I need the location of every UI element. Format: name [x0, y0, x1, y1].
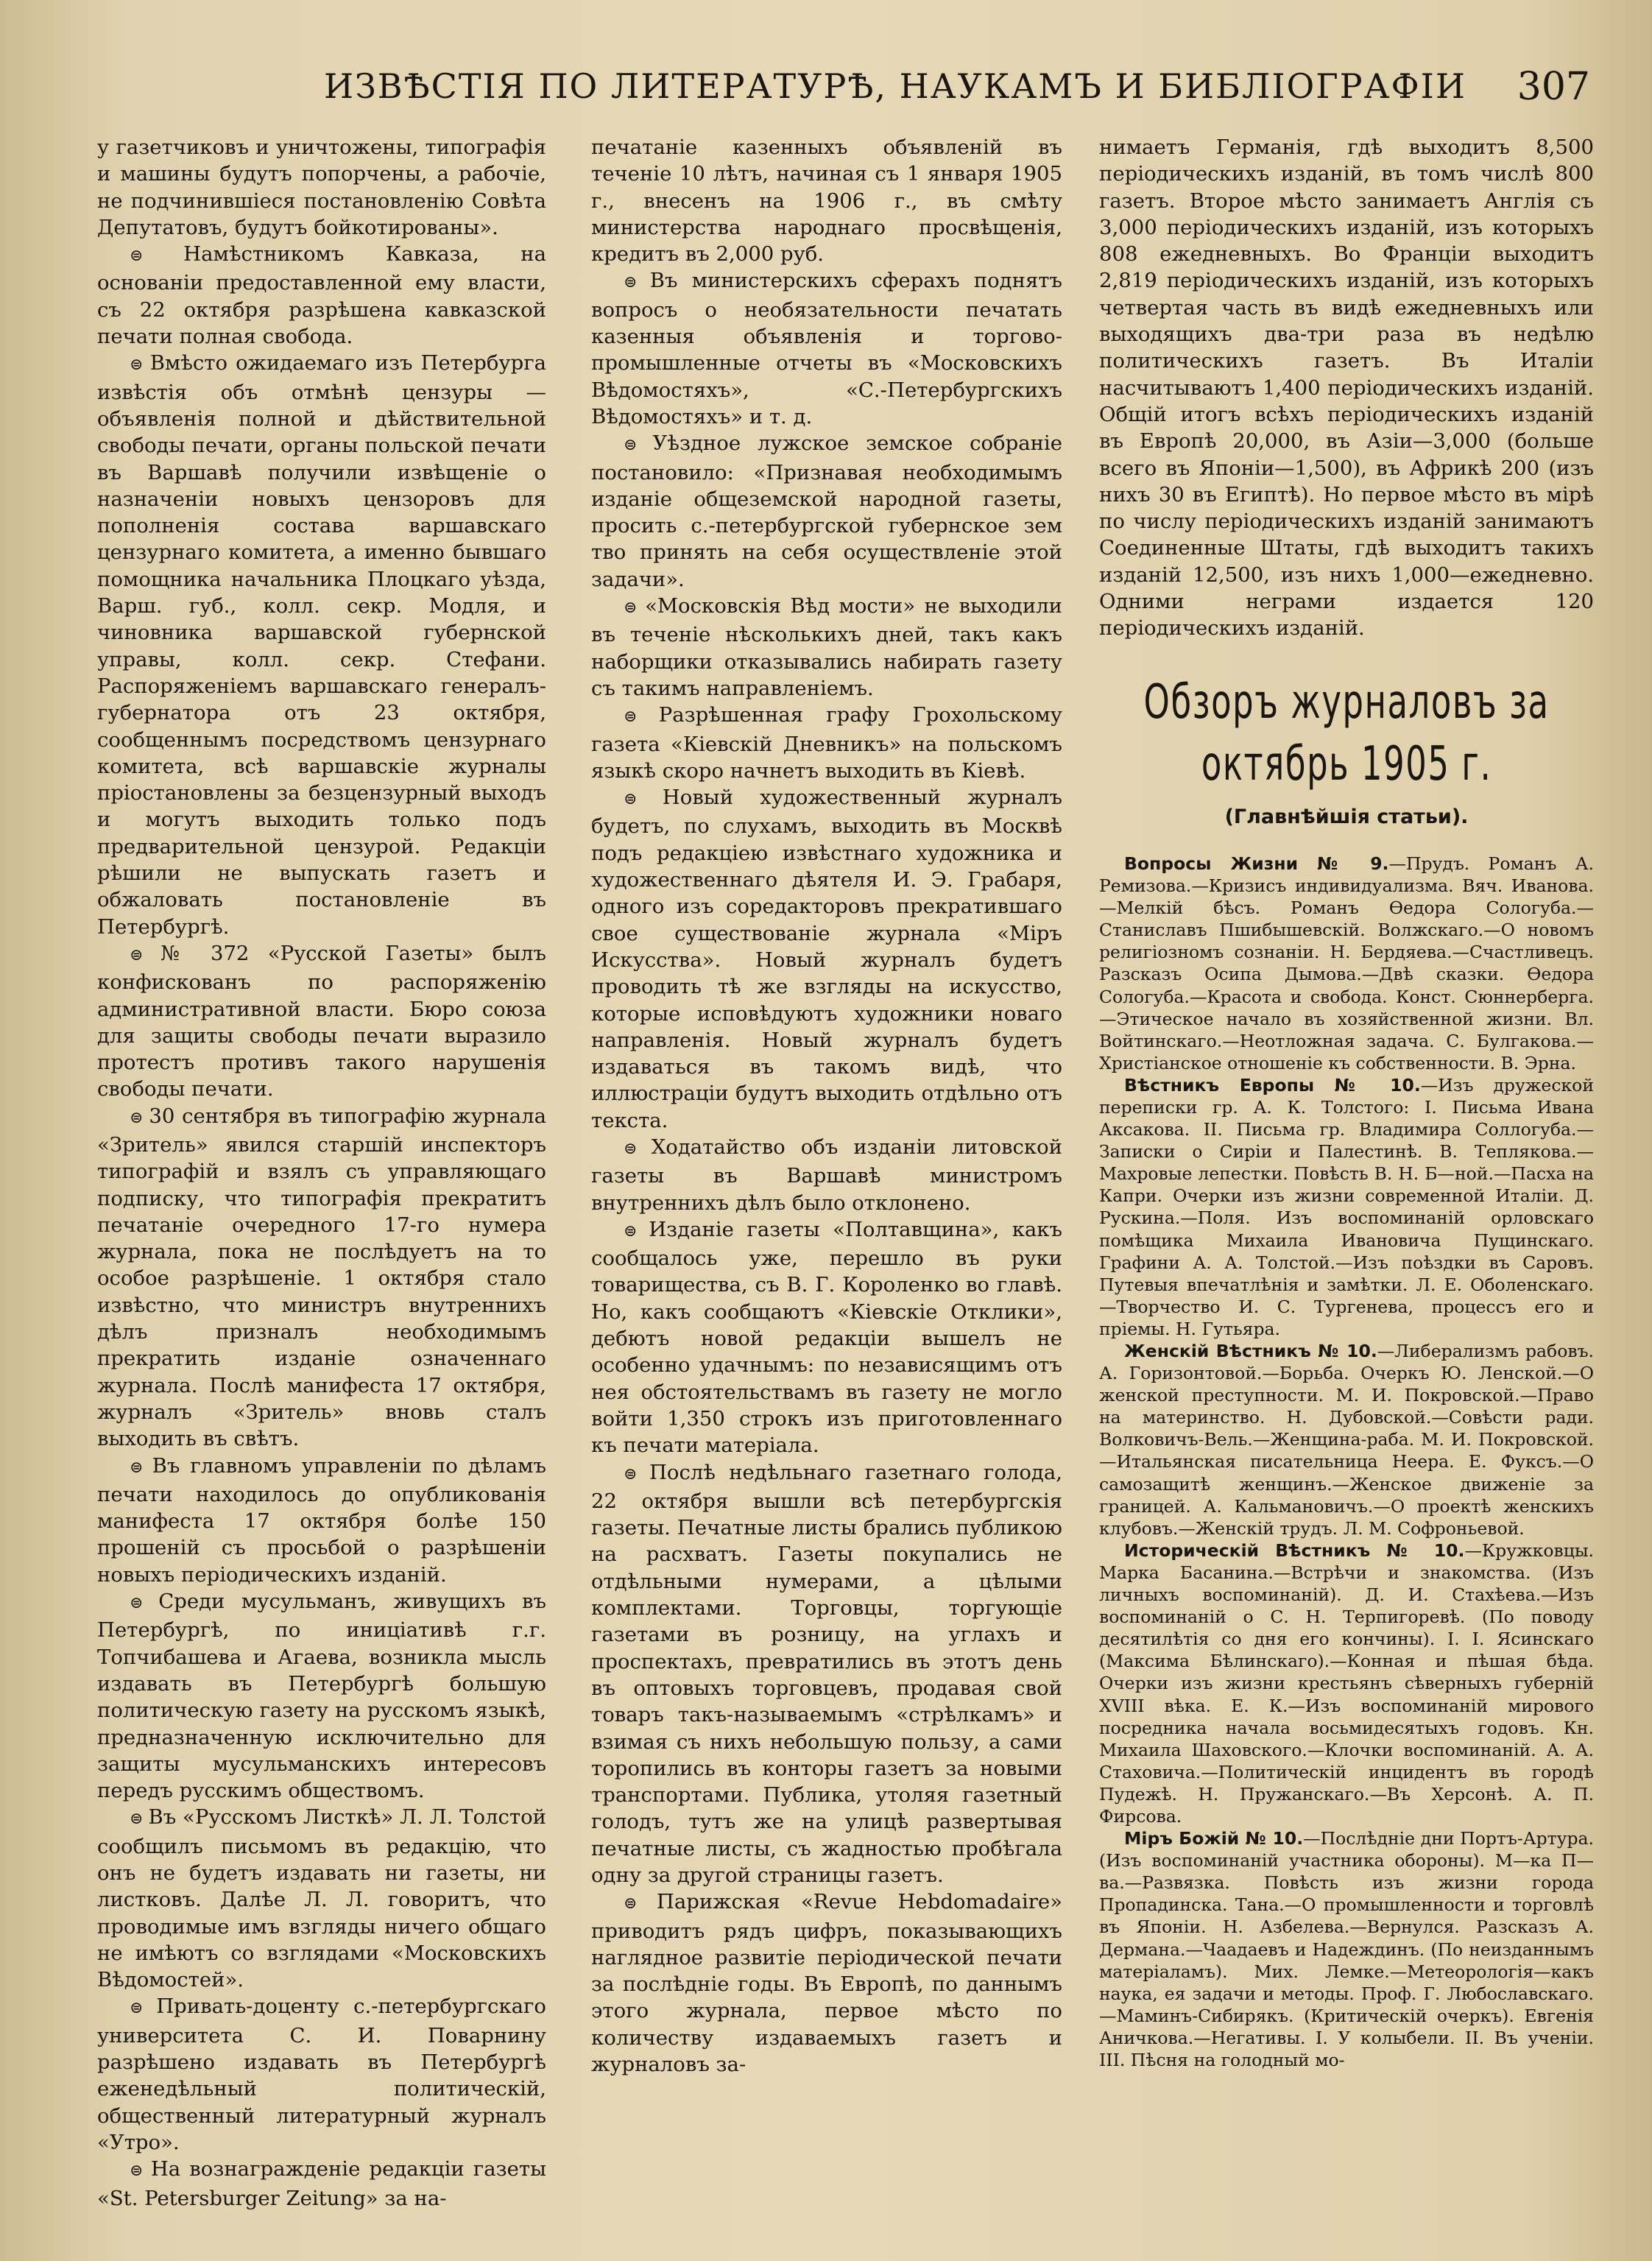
journal-name: Міръ Божій № 10.	[1124, 1828, 1304, 1849]
item-marker-icon: ⊜	[624, 599, 646, 618]
item-marker-icon: ⊜	[130, 2162, 151, 2181]
item-marker-icon: ⊜	[624, 708, 659, 727]
item-marker-icon: ⊜	[624, 1464, 649, 1484]
news-item: ⊜ Привать-доценту с.-петербургскаго университета С. И. Поварнину разрѣшено издавать въ Петербургѣ еженедѣльный политическій, общественный литературный журналъ «Утро».	[97, 1994, 546, 2154]
review-entry	[1099, 853, 1594, 1074]
news-item: ⊜ Парижская «Revue Hebdomadaire» приводитъ рядъ цифръ, показывающихъ наглядное развитіе періодической печати за послѣдніе годы. Въ Европѣ, по даннымъ этого журнала, первое мѣсто по количеству издаваемыхъ газетъ и журналовъ за-	[591, 1890, 1062, 2077]
journal-contents: —Изъ дружеской переписки гр. А. К. Толстого: I. Письма Ивана Аксакова. II. Письма гр. Владимира Соллогуба.—Записки о Сиріи и Палестинѣ. В. Теплякова.—Махровые лепестки. Повѣсть В. Н. Б—ной.—Пасха на Капри. Очерки изъ жизни современной Италіи. Д. Рускина.—Поля. Изъ воспоминаній орловскаго помѣщика Михаила Ивановича Пущинскаго. Графини А. А. Толстой.—Изъ поѣздки въ Саровъ. Путевыя впечатлѣнія и замѣтки. Л. Е. Оболенскаго.—Творчество И. С. Тургенева, процессъ его и пріемы. Н. Гутьяра.	[1099, 1074, 1594, 1339]
journal-contents: —Либерализмъ рабовъ. А. Горизонтовой.—Борьба. Очеркъ Ю. Ленской.—О женской преступности. М. И. Покровской.—Право на материнство. Н. Дубовской.—Совѣсти ради. Волковичъ-Вель.—Женщина-раба. М. И. Покровской.—Итальянская писательница Неера. Е. Фуксъ.—О самозащитѣ женщинъ.—Женское движеніе за границей. А. Кальмановичъ.—О проектѣ женскихъ клубовъ.—Женскій трудъ. Л. М. Софроньевой.	[1099, 1341, 1594, 1539]
running-header	[280, 60, 1590, 112]
review-entries	[1099, 853, 1594, 2071]
column-middle	[591, 134, 1062, 2254]
review-heading: Обзоръ журналовъ за октябрь 1905 г.	[1143, 674, 1550, 791]
item-marker-icon: ⊜	[130, 1810, 149, 1829]
news-item: ⊜ Изданіе газеты «Полтавщина», какъ сообщалось уже, перешло въ руки товарищества, съ В. Г. Короленко во главѣ. Но, какъ сообщаютъ «Кіевскіе Отклики», дебютъ новой редакціи вышелъ не особенно удачнымъ: по независящимъ отъ нея обстоятельствамъ въ газету не могло войти 1,350 строкъ изъ приготовленнаго къ печати матеріала.	[591, 1217, 1062, 1458]
item-marker-icon: ⊜	[130, 1108, 149, 1127]
journal-name: Вопросы Жизни № 9.	[1124, 853, 1389, 874]
item-marker-icon: ⊜	[624, 436, 653, 455]
item-marker-icon: ⊜	[130, 1594, 159, 1613]
page-number: 307	[1517, 65, 1590, 109]
item-marker-icon: ⊜	[130, 945, 161, 964]
news-item: ⊜ Ходатайство объ изданіи литовской газеты въ Варшавѣ министромъ внутреннихъ дѣлъ было отклонено.	[591, 1135, 1062, 1215]
column-right	[1099, 134, 1594, 2254]
column-left	[97, 134, 546, 2254]
journal-name: Вѣстникъ Европы № 10.	[1124, 1074, 1421, 1096]
item-marker-icon: ⊜	[130, 1458, 152, 1477]
news-item: ⊜ «Московскія Вѣд мости» не выходили въ теченіе нѣсколькихъ дней, такъ какъ наборщики отказывались набирать газету съ такимъ направленіемъ.	[591, 594, 1062, 700]
news-item: ⊜ Вмѣсто ожидаемаго изъ Петербурга извѣстія объ отмѣнѣ цензуры —объявленія полной и дѣйствительной свободы печати, органы польской печати въ Варшавѣ получили извѣщеніе о назначеніи новыхъ цензоровъ для пополненія состава варшавскаго цензурнаго комитета, а именно бывшаго помощника начальника Плоцкаго уѣзда, Варш. губ., колл. секр. Модля, и чиновника варшавской губернской управы, колл. секр. Стефани. Распоряженіемъ варшавскаго генералъ-губернатора отъ 23 октября, сообщеннымъ посредствомъ цензурнаго комитета, всѣ варшавскіе журналы пріостановлены за безцензурный выходъ и могутъ выходить только подъ предварительной цензурой. Редакціи рѣшили не выпускать газетъ и обжаловать постановленіе въ Петербургѣ.	[97, 351, 546, 939]
statistics-paragraph: нимаетъ Германія, гдѣ выходитъ 8,500 періодическихъ изданій, въ томъ числѣ 800 газетъ. Второе мѣсто занимаетъ Англія съ 3,000 періодическихъ изданій, изъ которыхъ 808 ежедневныхъ. Во Франціи выходитъ 2,819 періодическихъ изданій, изъ которыхъ четвертая часть въ видѣ ежедневныхъ или выходящихъ два-три раза въ недѣлю политическихъ газетъ. Въ Италіи насчитываютъ 1,400 періодическихъ изданій. Общій итогъ всѣхъ періодическихъ изданій въ Европѣ 20,000, въ Азіи—3,000 (больше всего въ Японіи—1,500), въ Африкѣ 200 (изъ нихъ 30 въ Египтѣ). Но первое мѣсто въ мірѣ по числу періодическихъ изданій занимаютъ Соединенные Штаты, гдѣ выходитъ такихъ изданій 12,500, изъ нихъ 1,000—ежедневно. Одними неграми издается 120 періодическихъ изданій.	[1099, 135, 1594, 641]
review-subheading: (Главнѣйшія статьи).	[1224, 805, 1469, 828]
review-entry	[1099, 1827, 1594, 2071]
journal-contents: —Послѣдніе дни Портъ-Артура. (Изъ воспоминаній участника обороны). М—ка П—ва.—Развязка. Повѣсть изъ жизни города Пропадинска. Тана.—О промышленности и торговлѣ въ Японіи. Н. Азбелева.—Вернулся. Разсказъ А. Дермана.—Чаадаевъ и Надеждинъ. (По неизданнымъ матеріаламъ). Мих. Лемке.—Метеорологія—какъ наука, ея задачи и методы. Проф. Г. Любославскаго.—Маминъ-Сибирякъ. (Критическій очеркъ). Евгенія Аничкова.—Негативы. I. У колыбели. II. Въ ученіи. III. Пѣсня на голодный мо-	[1099, 1828, 1594, 2070]
news-item: ⊜ Разрѣшенная графу Грохольскому газета «Кіевскій Дневникъ» на польскомъ языкѣ скоро начнетъ выходить въ Кіевѣ.	[591, 703, 1062, 783]
journal-contents: —Прудъ. Романъ А. Ремизова.—Кризисъ индивидуализма. Вяч. Иванова.—Мелкій бѣсъ. Романъ Ѳедора Сологуба.—Станиславъ Пшибышевскій. Волжскаго.—О новомъ религіозномъ сознаніи. Н. Бердяева.—Счастливецъ. Разсказъ Осипа Дымова.—Двѣ сказки. Ѳедора Сологуба.—Красота и свобода. Конст. Сюннерберга.—Этическое начало въ хозяйственной жизни. Вл. Войтинскаго.—Неотложная задача. С. Булгакова.—Христіанское отношеніе къ собственности. В. Эрна.	[1099, 853, 1594, 1073]
news-item: ⊜ Среди мусульманъ, живущихъ въ Петербургѣ, по иниціативѣ г.г. Топчибашева и Агаева, возникла мысль издавать въ Петербургѣ большую политическую газету на русскомъ языкѣ, предназначенную исключительно для защиты мусульманскихъ интересовъ передъ русскимъ обществомъ.	[97, 1590, 546, 1803]
review-entry	[1099, 1340, 1594, 1539]
journal-contents: —Кружковцы. Марка Басанина.—Встрѣчи и знакомства. (Изъ личныхъ воспоминаній). Д. И. Стахѣева.—Изъ воспоминаній о С. Н. Терпигоревѣ. (По поводу десятилѣтія со дня его кончины). I. I. Ясинскаго (Максима Бѣлинскаго).—Конная и пѣшая бѣда. Очерки изъ жизни крестьянъ сѣверныхъ губерній XVIII вѣка. Е. К.—Изъ воспоминаній мирового посредника начала восьмидесятыхъ годовъ. Кн. Михаила Шаховского.—Клочки воспоминаній. А. А. Стаховича.—Политическій инцидентъ въ городѣ Пудежѣ. Н. Пружанскаго.—Въ Херсонѣ. А. П. Фирсова.	[1099, 1539, 1594, 1827]
item-marker-icon: ⊜	[624, 1139, 652, 1158]
news-item: ⊜ 30 сентября въ типографію журнала «Зритель» явился старшій инспекторъ типографій и взялъ съ управляющаго подписку, что типографія прекратитъ печатаніе очередного 17-го нумера журнала, пока не послѣдуетъ на то особое разрѣшеніе. 1 октября стало извѣстно, что министръ внутреннихъ дѣлъ призналъ необходимымъ прекратить изданіе означеннаго журнала. Послѣ манифеста 17 октября, журналъ «Зритель» вновь сталъ выходить въ свѣтъ.	[97, 1104, 546, 1451]
header-title: ИЗВѢСТІЯ ПО ЛИТЕРАТУРѢ, НАУКАМЪ И БИБЛІОГРАФІИ	[324, 66, 1466, 106]
item-marker-icon: ⊜	[624, 1894, 657, 1913]
news-item: ⊜ Въ главномъ управленіи по дѣламъ печати находилось до опубликованія манифеста 17 октября болѣе 150 прошеній съ просьбой о разрѣшеніи новыхъ періодическихъ изданій.	[97, 1453, 546, 1587]
item-marker-icon: ⊜	[130, 247, 184, 266]
review-entry	[1099, 1074, 1594, 1340]
journal-name: Женскій Вѣстникъ № 10.	[1124, 1341, 1377, 1361]
review-entry	[1099, 1539, 1594, 1827]
item-marker-icon: ⊜	[624, 790, 663, 809]
journal-name: Историческій Вѣстникъ № 10.	[1124, 1539, 1465, 1561]
news-item: ⊜ Въ «Русскомъ Листкѣ» Л. Л. Толстой сообщилъ письмомъ въ редакцію, что онъ не будетъ издавать ни газеты, ни листковъ. Далѣе Л. Л. говоритъ, что проводимые имъ взгляды ничего общаго не имѣютъ со взглядами «Московскихъ Вѣдомостей».	[97, 1805, 546, 1992]
news-item: ⊜ Новый художественный журналъ будетъ, по слухамъ, выходить въ Москвѣ подъ редакціею извѣстнаго художника и художественнаго дѣятеля И. Э. Грабаря, одного изъ соредакторовъ прекратившаго свое существованіе журнала «Міръ Искусства». Новый журналъ будетъ проводить тѣ же взгляды на искусство, которые исповѣдуютъ художники новаго направленія. Новый журналъ будетъ издаваться въ такомъ видѣ, что иллюстраціи будутъ выходить отдѣльно отъ текста.	[591, 786, 1062, 1132]
news-item: ⊜ Намѣстникомъ Кавказа, на основаніи предоставленной ему власти, съ 22 октября разрѣшена кавказской печати полная свобода.	[97, 242, 546, 349]
news-item: ⊜ Послѣ недѣльнаго газетнаго голода, 22 октября вышли всѣ петербургскія газеты. Печатные листы брались публикою на расхватъ. Газеты покупались не отдѣльными нумерами, а цѣлыми комплектами. Торговцы, торгующіе газетами въ розницу, на углахъ и проспектахъ, превратились въ этотъ день въ оптовыхъ торговцевъ, продавая свой товаръ такъ-называемымъ «стрѣлкамъ» и взимая съ нихъ небольшую пользу, а сами торопились въ конторы газетъ за новыми транспортами. Публика, утоляя газетный голодъ, тутъ же на улицѣ развертывая печатные листы, съ жадностью пробѣгала одну за другой страницы газетъ.	[591, 1460, 1062, 1887]
item-marker-icon: ⊜	[130, 356, 150, 375]
news-item: ⊜ Въ министерскихъ сферахъ поднятъ вопросъ о необязательности печатать казенныя объявленія и торгово-промышленные отчеты въ «Московскихъ Вѣдомостяхъ», «С.-Петербургскихъ Вѣдомостяхъ» и т. д.	[591, 269, 1062, 428]
news-item: печатаніе казенныхъ объявленій въ теченіе 10 лѣтъ, начиная съ 1 января 1905 г., внесенъ на 1906 г., въ смѣту министерства народнаго просвѣщенія, кредитъ въ 2,000 руб.	[591, 135, 1062, 267]
news-item: ⊜ На вознагражденіе редакціи газеты «St. Petersburger Zeitung» за на-	[97, 2157, 546, 2210]
item-marker-icon: ⊜	[130, 1999, 157, 2018]
news-item: у газетчиковъ и уничтожены, типографія и машины будутъ попорчены, а рабочіе, не подчинившіеся постановленію Совѣта Депутатовъ, будутъ бойкотированы».	[97, 135, 546, 239]
news-item: ⊜ Уѣздное лужское земское собраніе постановило: «Признавая необходимымъ изданіе общеземской народной газеты, просить с.-петербургской губернское зем тво принять на себя осуществленіе этой задачи».	[591, 431, 1062, 591]
item-marker-icon: ⊜	[624, 273, 650, 292]
news-item: ⊜ № 372 «Русской Газеты» былъ конфискованъ по распоряженію административной власти. Бюро союза для защиты свободы печати выразило протестъ противъ такого нарушенія свободы печати.	[97, 941, 546, 1101]
item-marker-icon: ⊜	[624, 1221, 649, 1241]
